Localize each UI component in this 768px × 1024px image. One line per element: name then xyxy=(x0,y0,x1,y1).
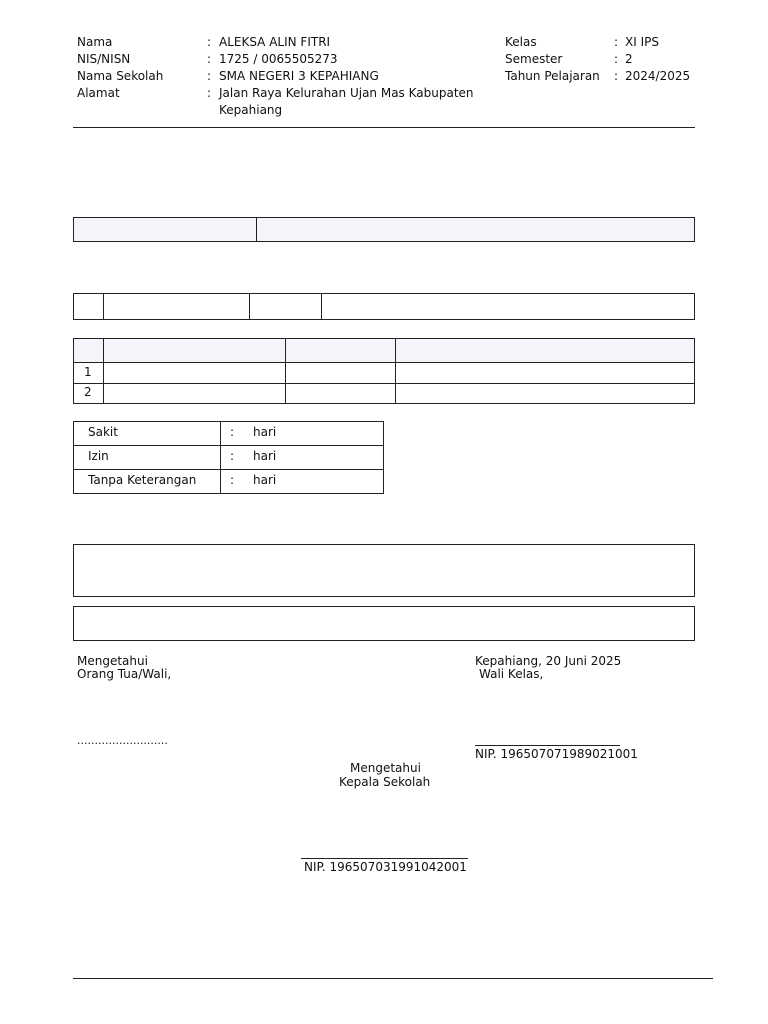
table-divider xyxy=(74,445,383,446)
class-colon: : xyxy=(614,35,619,49)
name-value: ALEKSA ALIN FITRI xyxy=(219,35,331,49)
footer-divider xyxy=(73,978,713,979)
principal-nip: NIP. 196507031991042001 xyxy=(304,860,467,874)
homeroom-signature-line xyxy=(475,745,620,746)
attendance-colon: : xyxy=(230,425,235,439)
parent-signature-dots: .......................... xyxy=(77,734,168,747)
address-value: Jalan Raya Kelurahan Ujan Mas Kabupaten xyxy=(219,86,474,100)
address-label: Alamat xyxy=(77,86,120,100)
attendance-permission-label: Izin xyxy=(88,449,109,463)
address-value-line2: Kepahiang xyxy=(219,103,283,117)
notes-box xyxy=(73,544,695,597)
info-table-divider xyxy=(256,218,257,241)
table-divider xyxy=(285,339,286,403)
semester-value: 2 xyxy=(625,52,633,66)
table-divider xyxy=(103,339,104,403)
class-value: XI IPS xyxy=(625,35,659,49)
name-colon: : xyxy=(207,35,212,49)
semester-colon: : xyxy=(614,52,619,66)
attendance-sick-label: Sakit xyxy=(88,425,118,439)
subject-header-table xyxy=(73,293,695,320)
table-divider xyxy=(220,422,221,493)
homeroom-nip: NIP. 196507071989021001 xyxy=(475,747,638,761)
activity-table-header xyxy=(74,339,694,362)
nis-label: NIS/NISN xyxy=(77,52,131,66)
academic-year-value: 2024/2025 xyxy=(625,69,691,83)
principal-role: Kepala Sekolah xyxy=(339,775,431,789)
table-divider xyxy=(249,294,250,319)
table-divider xyxy=(74,362,694,363)
school-colon: : xyxy=(207,69,212,83)
decision-box xyxy=(73,606,695,641)
homeroom-role: Wali Kelas, xyxy=(479,667,544,681)
class-label: Kelas xyxy=(505,35,537,49)
academic-year-colon: : xyxy=(614,69,619,83)
row-number: 1 xyxy=(84,365,92,379)
nis-value: 1725 / 0065505273 xyxy=(219,52,338,66)
info-table xyxy=(73,217,695,242)
attendance-colon: : xyxy=(230,473,235,487)
principal-heading: Mengetahui xyxy=(350,761,421,775)
attendance-absent-label: Tanpa Keterangan xyxy=(88,473,197,487)
table-divider xyxy=(74,469,383,470)
attendance-colon: : xyxy=(230,449,235,463)
school-value: SMA NEGERI 3 KEPAHIANG xyxy=(219,69,379,83)
table-divider xyxy=(103,294,104,319)
activity-table xyxy=(73,338,695,404)
semester-label: Semester xyxy=(505,52,563,66)
header-divider xyxy=(73,127,695,128)
attendance-table xyxy=(73,421,384,494)
attendance-sick-unit: hari xyxy=(253,425,277,439)
parent-role: Orang Tua/Wali, xyxy=(77,667,172,681)
attendance-absent-unit: hari xyxy=(253,473,277,487)
table-divider xyxy=(321,294,322,319)
parent-heading: Mengetahui xyxy=(77,654,148,668)
table-divider xyxy=(74,383,694,384)
nis-colon: : xyxy=(207,52,212,66)
row-number: 2 xyxy=(84,385,92,399)
principal-signature-line xyxy=(301,858,468,859)
homeroom-place-date: Kepahiang, 20 Juni 2025 xyxy=(475,654,622,668)
name-label: Nama xyxy=(77,35,113,49)
attendance-permission-unit: hari xyxy=(253,449,277,463)
table-divider xyxy=(395,339,396,403)
school-label: Nama Sekolah xyxy=(77,69,164,83)
academic-year-label: Tahun Pelajaran xyxy=(505,69,600,83)
address-colon: : xyxy=(207,86,212,100)
